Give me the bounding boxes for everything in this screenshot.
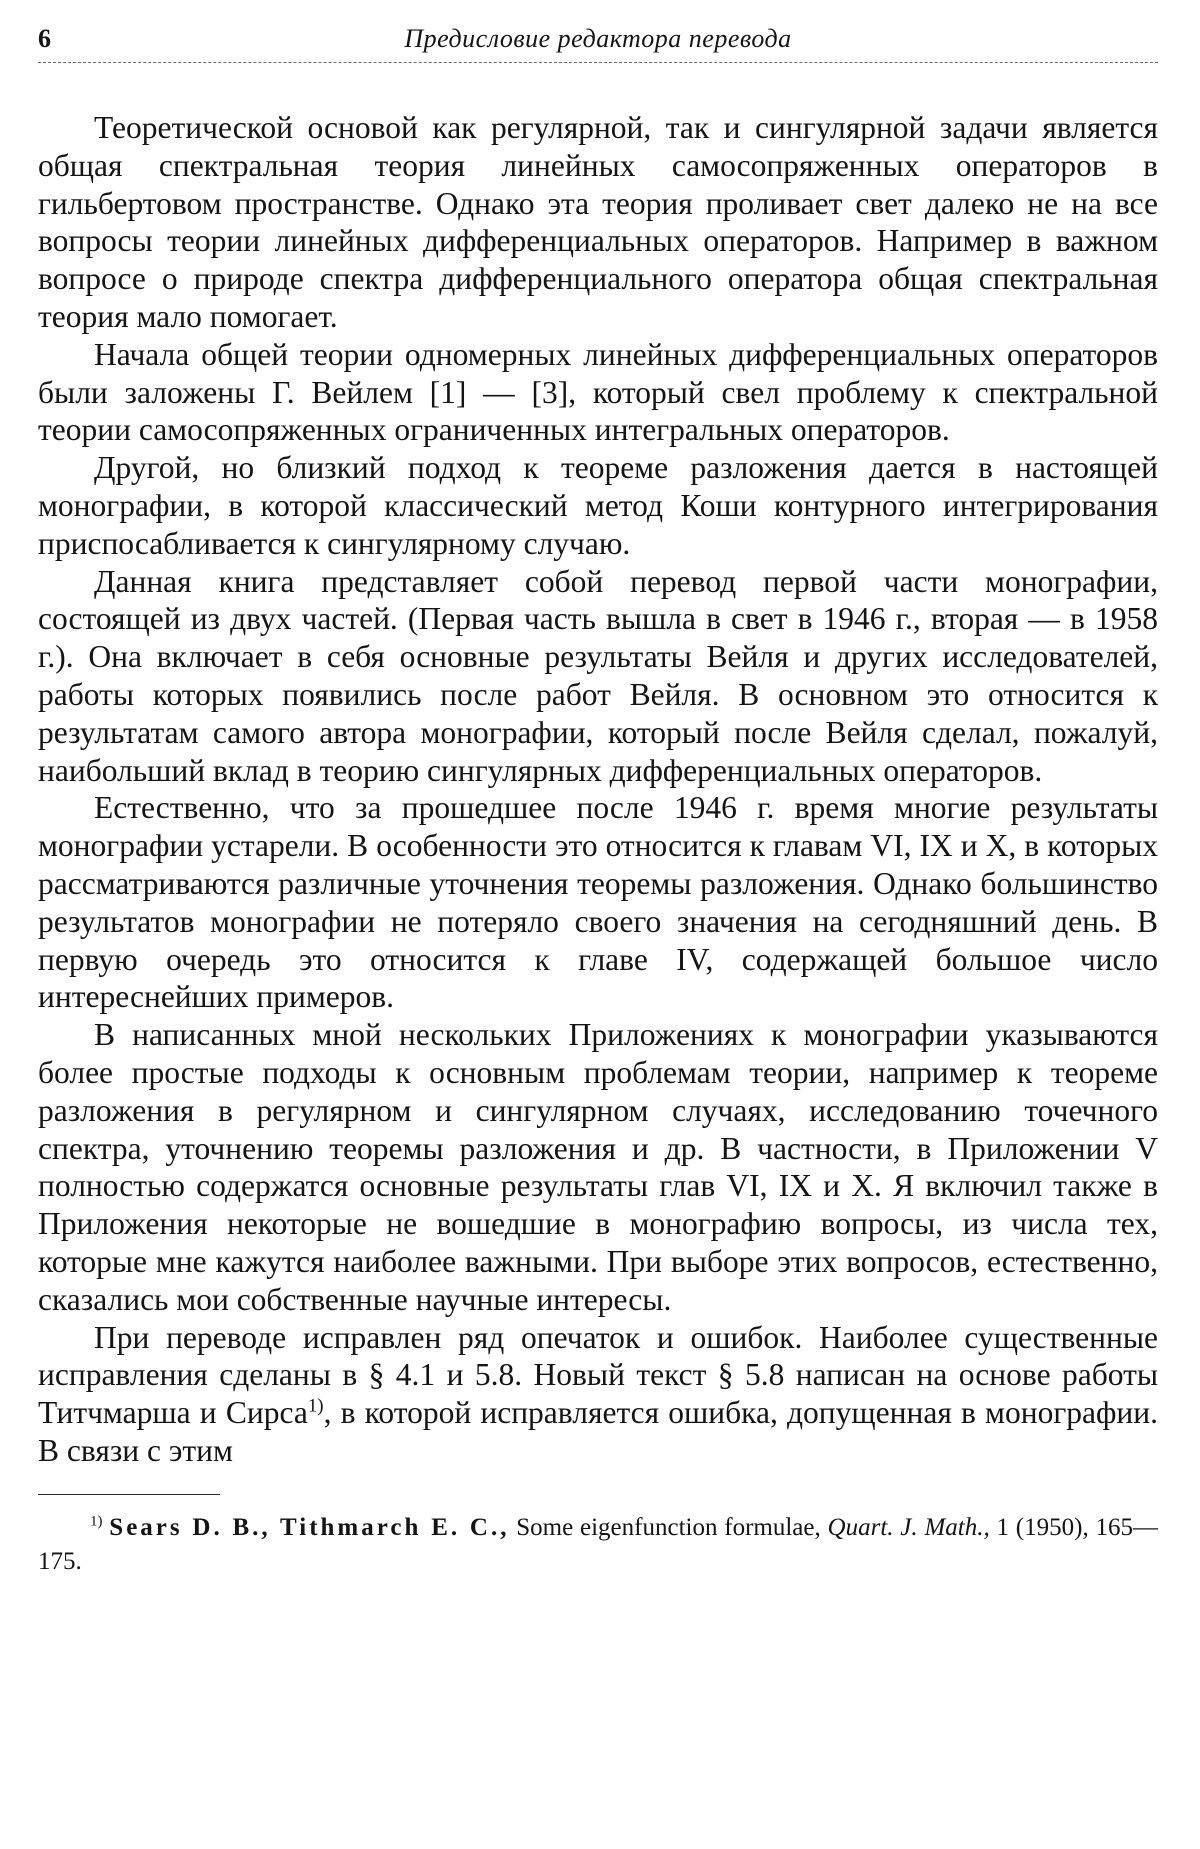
footnote-reference[interactable]: 1) [307, 1395, 324, 1417]
running-head [38, 22, 1158, 63]
paragraph-5: Естественно, что за прошедшее после 1946 г. время многие результаты монографии устарели. В особенности это относится к главам VI, IX и X, в которых рассматриваются различные уточнения теоремы разложения. Однако большинство результатов монографии не потеряло своего значения на сегодняшний день. В первую очередь это относится к главе IV, содержащей большое число интереснейших примеров. [38, 790, 1158, 1015]
running-head-title: Предисловие редактора перевода [404, 24, 792, 53]
book-page [38, 22, 1158, 1832]
footnote-rule [38, 1494, 220, 1495]
page-number: 6 [38, 24, 51, 53]
footnote [38, 1511, 1158, 1579]
footnote-journal: Quart. J. Math., [827, 1513, 990, 1541]
footnote-mark: 1) [90, 1513, 103, 1530]
paragraph-3: Другой, но близкий подход к теореме разложения дается в настоящей монографии, в которой классический метод Коши контурного интегрирования приспосабливается к сингулярному случаю. [38, 450, 1158, 561]
paragraph-7 [38, 1319, 1158, 1470]
paragraph-7-text-end: , в которой исправляется ошибка, допущенная в монографии. В связи с этим [38, 1395, 1158, 1468]
footnote-title: Some eigenfunction formulae, [516, 1513, 821, 1541]
footnote-details: 1 (1950), 165—175. [38, 1513, 1159, 1575]
paragraph-1: Теоретической основой как регулярной, так и сингулярной задачи является общая спектральная теория линейных самосопряженных операторов в гильбертовом пространстве. Однако эта теория проливает свет далеко не на все вопросы теории линейных дифференциальных операторов. Например в важном вопросе о природе спектра дифференциального оператора общая спектральная теория мало помогает. [38, 110, 1158, 334]
footnote-authors: Sears D. B., Tithmarch E. C., [109, 1513, 510, 1541]
paragraph-6: В написанных мной нескольких Приложениях к монографии указываются более простые подходы к основным проблемам теории, например к теореме разложения в регулярном и сингулярном случаях, исследованию точечного спектра, уточнению теоремы разложения и др. В частности, в Приложении V полностью содержатся основные результаты глав VI, IX и X. Я включил также в Приложения некоторые не вошедшие в монографию вопросы, из числа тех, которые мне кажутся наиболее важными. При выборе этих вопросов, естественно, сказались мои собственные научные интересы. [38, 1017, 1158, 1317]
paragraph-7-text-start: При переводе исправлен ряд опечаток и ошибок. Наиболее существенные исправления сделаны в § 4.1 и 5.8. Новый текст § 5.8 написан на основе работы Титчмарша и Сирса [38, 1319, 1158, 1431]
paragraph-4: Данная книга представляет собой перевод первой части монографии, состоящей из двух частей. (Первая часть вышла в свет в 1946 г., вторая — в 1958 г.). Она включает в себя основные результаты Вейля и других исследователей, работы которых появились после работ Вейля. В основном это относится к результатам самого автора монографии, который после Вейля сделал, пожалуй, наибольший вклад в теорию сингулярных дифференциальных операторов. [38, 563, 1158, 788]
main-text [38, 109, 1158, 1470]
paragraph-2: Начала общей теории одномерных линейных дифференциальных операторов были заложены Г. Вейлем [1] — [3], который свел проблему к спектральной теории самосопряженных ограниченных интегральных операторов. [38, 336, 1158, 448]
